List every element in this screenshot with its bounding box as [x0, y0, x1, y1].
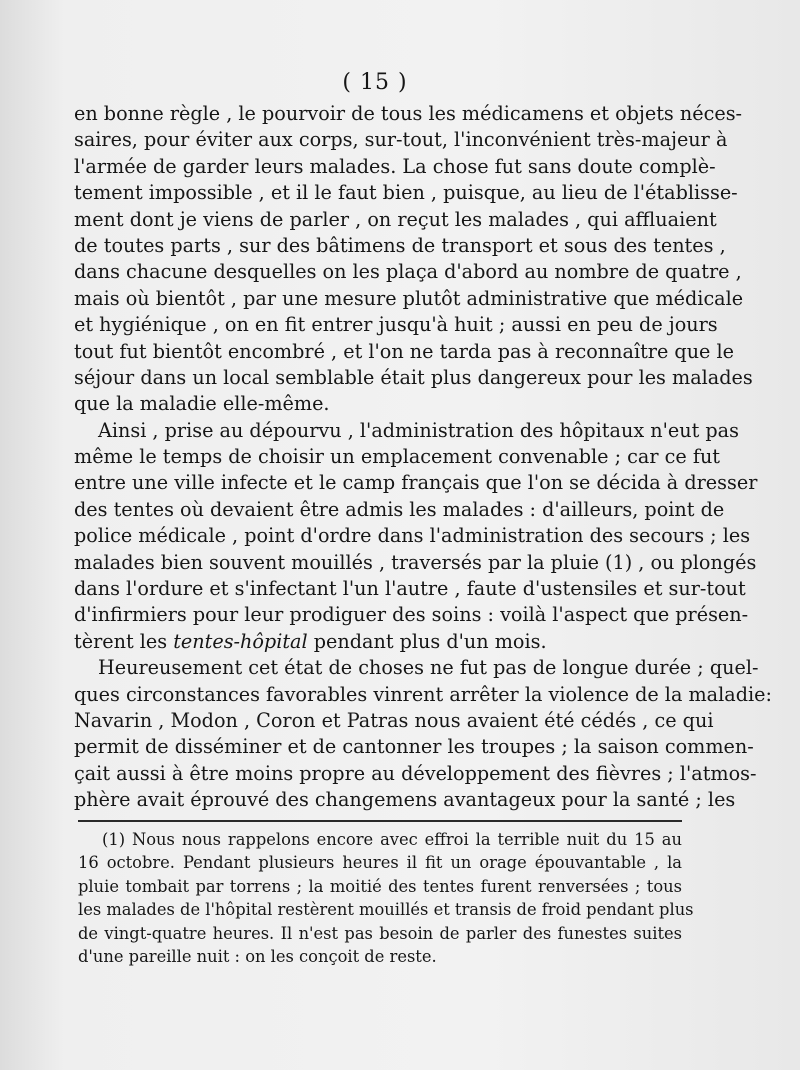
text-line: dans l'ordure et s'infectant l'un l'autre , faute d'ustensiles et sur-tout	[74, 577, 746, 601]
text-line: ment dont je viens de parler , on reçut les malades , qui affluaient	[74, 207, 717, 231]
text-line: entre une ville infecte et le camp français que l'on se décida à dresser	[74, 471, 758, 495]
page-number: ( 15 )	[342, 70, 408, 95]
body-text	[74, 101, 772, 814]
footnote	[78, 828, 694, 968]
text-line: tement impossible , et il le faut bien , puisque, au lieu de l'établisse-	[74, 181, 738, 205]
text-line: ques circonstances favorables vinrent arrêter la violence de la maladie:	[74, 682, 772, 706]
text-line: tout fut bientôt encombré , et l'on ne tarda pas à reconnaître que le	[74, 339, 735, 363]
text-line: Navarin , Modon , Coron et Patras nous avaient été cédés , ce qui	[74, 708, 714, 732]
text-line: police médicale , point d'ordre dans l'administration des secours ; les	[74, 524, 751, 548]
text-fragment: tèrent les	[74, 629, 174, 653]
paragraph-start-line: Ainsi , prise au dépourvu , l'administration des hôpitaux n'eut pas	[98, 418, 739, 442]
text-fragment: pendant plus d'un mois.	[307, 629, 547, 653]
text-line: que la maladie elle-même.	[74, 392, 330, 416]
text-line: des tentes où devaient être admis les malades : d'ailleurs, point de	[74, 497, 725, 521]
footnote-line: d'une pareille nuit : on les conçoit de reste.	[78, 946, 437, 966]
footnote-line: de vingt-quatre heures. Il n'est pas besoin de parler des funestes suites	[78, 923, 682, 943]
italic-phrase: tentes-hôpital	[173, 629, 308, 653]
text-line: et hygiénique , on en fit entrer jusqu'à huit ; aussi en peu de jours	[74, 313, 718, 337]
text-line: saires, pour éviter aux corps, sur-tout, l'inconvénient très-majeur à	[74, 128, 728, 152]
text-line: çait aussi à être moins propre au développement des fièvres ; l'atmos-	[74, 761, 757, 785]
text-line: en bonne règle , le pourvoir de tous les médicamens et objets néces-	[74, 102, 743, 125]
text-line: l'armée de garder leurs malades. La chose fut sans doute complè-	[74, 154, 716, 178]
paragraph-start-line: Heureusement cet état de choses ne fut pas de longue durée ; quel-	[98, 656, 759, 680]
footnote-divider	[78, 820, 682, 822]
text-line: séjour dans un local semblable était plus dangereux pour les malades	[74, 365, 753, 389]
text-line	[74, 629, 680, 655]
footnote-line: (1) Nous nous rappelons encore avec effroi la terrible nuit du 15 au	[102, 830, 682, 849]
text-line: d'infirmiers pour leur prodiguer des soins : voilà l'aspect que présen-	[74, 603, 749, 627]
text-line: malades bien souvent mouillés , traversés par la pluie (1) , ou plongés	[74, 550, 757, 574]
text-line: dans chacune desquelles on les plaça d'abord au nombre de quatre ,	[74, 260, 742, 284]
text-line: même le temps de choisir un emplacement convenable ; car ce fut	[74, 445, 721, 469]
footnote-line: les malades de l'hôpital restèrent mouillés et transis de froid pendant plus	[78, 900, 694, 920]
text-line: mais où bientôt , par une mesure plutôt administrative que médicale	[74, 286, 744, 310]
text-line: permit de disséminer et de cantonner les troupes ; la saison commen-	[74, 735, 754, 759]
footnote-line: pluie tombait par torrens ; la moitié des tentes furent renversées ; tous	[78, 876, 682, 896]
footnote-line: 16 octobre. Pendant plusieurs heures il fit un orage épouvantable , la	[78, 853, 682, 873]
text-line: phère avait éprouvé des changemens avantageux pour la santé ; les	[74, 788, 736, 812]
text-line: de toutes parts , sur des bâtimens de transport et sous des tentes ,	[74, 233, 726, 257]
